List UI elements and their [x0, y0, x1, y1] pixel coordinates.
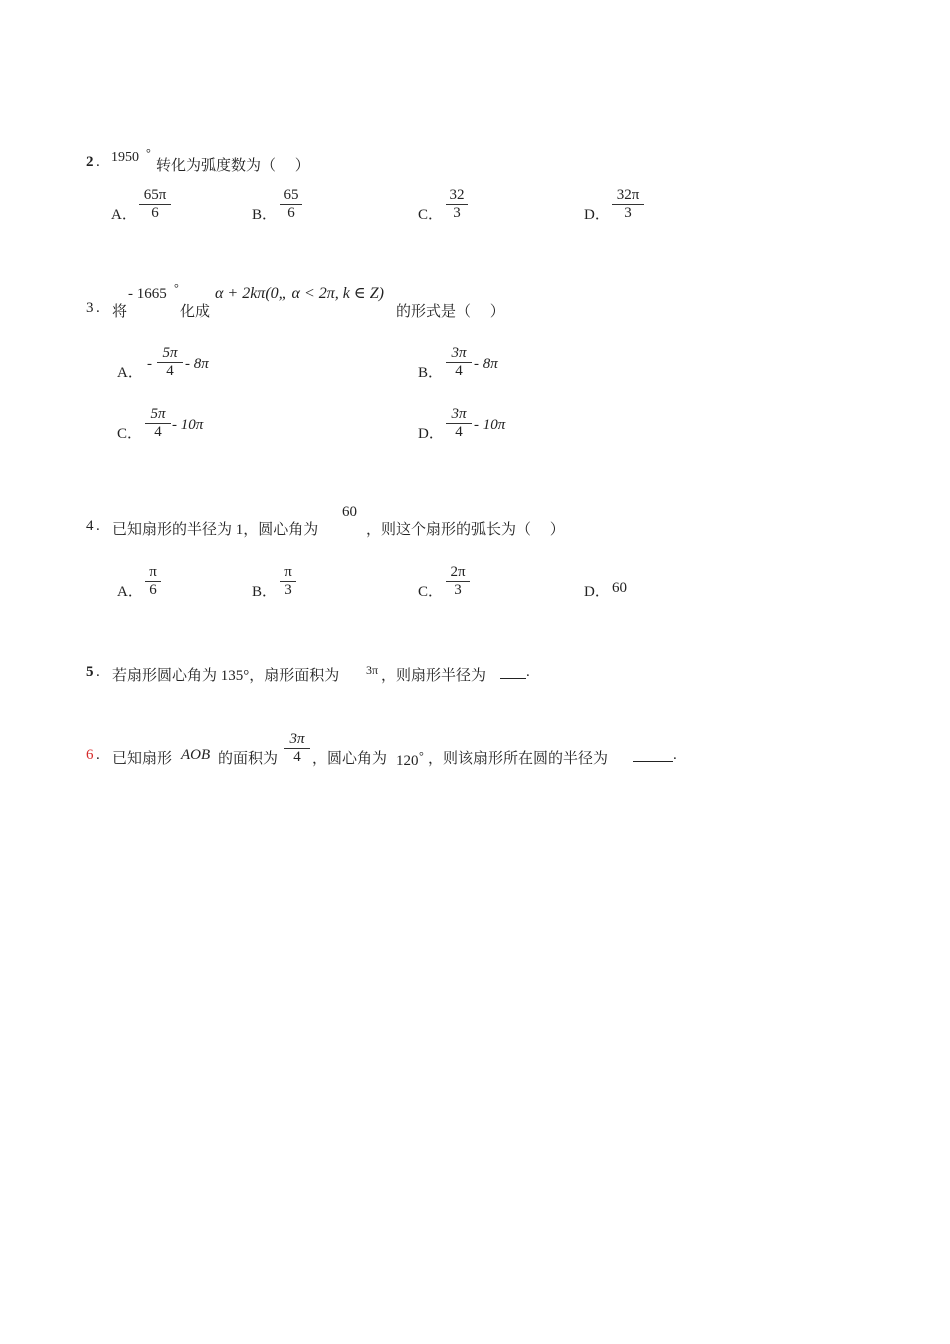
denominator: 3 — [454, 582, 462, 598]
question-text-before: 已知扇形 — [112, 751, 173, 767]
option-b-fraction — [446, 345, 472, 380]
option-a-fraction — [157, 345, 183, 380]
option-c-label: C． — [117, 426, 143, 442]
question-end: . — [673, 747, 677, 763]
denominator: 3 — [453, 205, 461, 221]
question-text-mid2: ，圆心角为 — [312, 751, 388, 767]
sector-name: AOB — [181, 747, 211, 763]
option-d-fraction — [446, 406, 472, 441]
area-value: 3π — [366, 663, 379, 677]
denominator: 6 — [149, 582, 157, 598]
degree-sign: ° — [146, 146, 151, 160]
question-dot: . — [96, 747, 100, 763]
numerator: 3π — [451, 345, 467, 361]
option-a-prefix: - — [147, 356, 152, 372]
question-text-before: 将 — [112, 304, 128, 320]
question-dot: . — [96, 518, 100, 534]
question-number: 6 — [86, 747, 94, 763]
option-b-fraction — [280, 564, 296, 599]
option-a-label: A． — [111, 207, 137, 223]
option-c-suffix: - 10π — [172, 417, 204, 433]
option-b-suffix: - 8π — [474, 356, 498, 372]
question-text-after: ，则扇形半径为 — [381, 668, 487, 684]
option-b-label: B． — [252, 584, 278, 600]
denominator: 4 — [455, 424, 463, 440]
question-text-mid: 化成 — [180, 304, 211, 320]
question-text-after: 的形式是（ ） — [396, 304, 505, 320]
option-c-fraction — [446, 564, 470, 599]
option-d-fraction — [612, 187, 644, 222]
numerator: 2π — [450, 564, 466, 580]
question-text-before: 已知扇形的半径为 1，圆心角为 — [112, 522, 319, 538]
denominator: 4 — [166, 363, 174, 379]
numerator: π — [149, 564, 157, 580]
angle-value: 60 — [342, 504, 357, 520]
option-c-label: C． — [418, 584, 444, 600]
question-text-mid: 的面积为 — [218, 751, 279, 767]
option-b-fraction — [280, 187, 302, 222]
numerator: 32 — [449, 187, 465, 203]
option-d-label: D． — [584, 207, 610, 223]
denominator: 4 — [455, 363, 463, 379]
option-c-label: C． — [418, 207, 444, 223]
option-a-fraction — [145, 564, 161, 599]
degree-sign: ° — [174, 281, 179, 295]
option-b-label: B． — [252, 207, 278, 223]
question-number: 5 — [86, 664, 94, 680]
option-b-label: B． — [418, 365, 444, 381]
option-c-fraction — [145, 406, 171, 441]
formula: α + 2kπ(0„ α < 2π, k ∈ Z) — [215, 285, 384, 302]
question-dot: . — [96, 154, 100, 170]
angle-value: - 1665 — [128, 286, 167, 302]
denominator: 6 — [287, 205, 295, 221]
question-number: 3 — [86, 300, 94, 316]
option-d-value: 60 — [612, 580, 627, 596]
answer-blank — [633, 747, 673, 762]
option-a-suffix: - 8π — [185, 356, 209, 372]
question-text-after: ，则这个扇形的弧长为（ ） — [366, 522, 565, 538]
question-dot: . — [96, 664, 100, 680]
answer-blank — [500, 664, 526, 679]
denominator: 6 — [151, 205, 159, 221]
angle-value: 1950 — [111, 150, 139, 165]
denominator: 3 — [284, 582, 292, 598]
question-end: . — [526, 664, 530, 680]
question-number: 2 — [86, 154, 94, 170]
question-text-after: ，则该扇形所在圆的半径为 — [428, 751, 609, 767]
numerator: π — [284, 564, 292, 580]
denominator: 3 — [624, 205, 632, 221]
angle-value: 120 — [396, 753, 419, 769]
numerator: 5π — [162, 345, 178, 361]
numerator: 65 — [283, 187, 299, 203]
area-fraction — [284, 731, 310, 766]
option-d-label: D． — [584, 584, 610, 600]
option-c-fraction — [446, 187, 468, 222]
option-a-label: A． — [117, 584, 143, 600]
numerator: 32π — [616, 187, 640, 203]
degree-sign: ° — [419, 749, 424, 763]
option-a-fraction — [139, 187, 171, 222]
numerator: 3π — [451, 406, 467, 422]
option-d-suffix: - 10π — [474, 417, 506, 433]
question-number: 4 — [86, 518, 94, 534]
denominator: 4 — [293, 749, 301, 765]
question-text: 转化为弧度数为（ ） — [156, 158, 310, 174]
question-text-before: 若扇形圆心角为 135°，扇形面积为 — [112, 668, 340, 684]
numerator: 3π — [289, 731, 305, 747]
option-a-label: A． — [117, 365, 143, 381]
question-dot: . — [96, 300, 100, 316]
numerator: 65π — [143, 187, 167, 203]
option-d-label: D． — [418, 426, 444, 442]
numerator: 5π — [150, 406, 166, 422]
denominator: 4 — [154, 424, 162, 440]
